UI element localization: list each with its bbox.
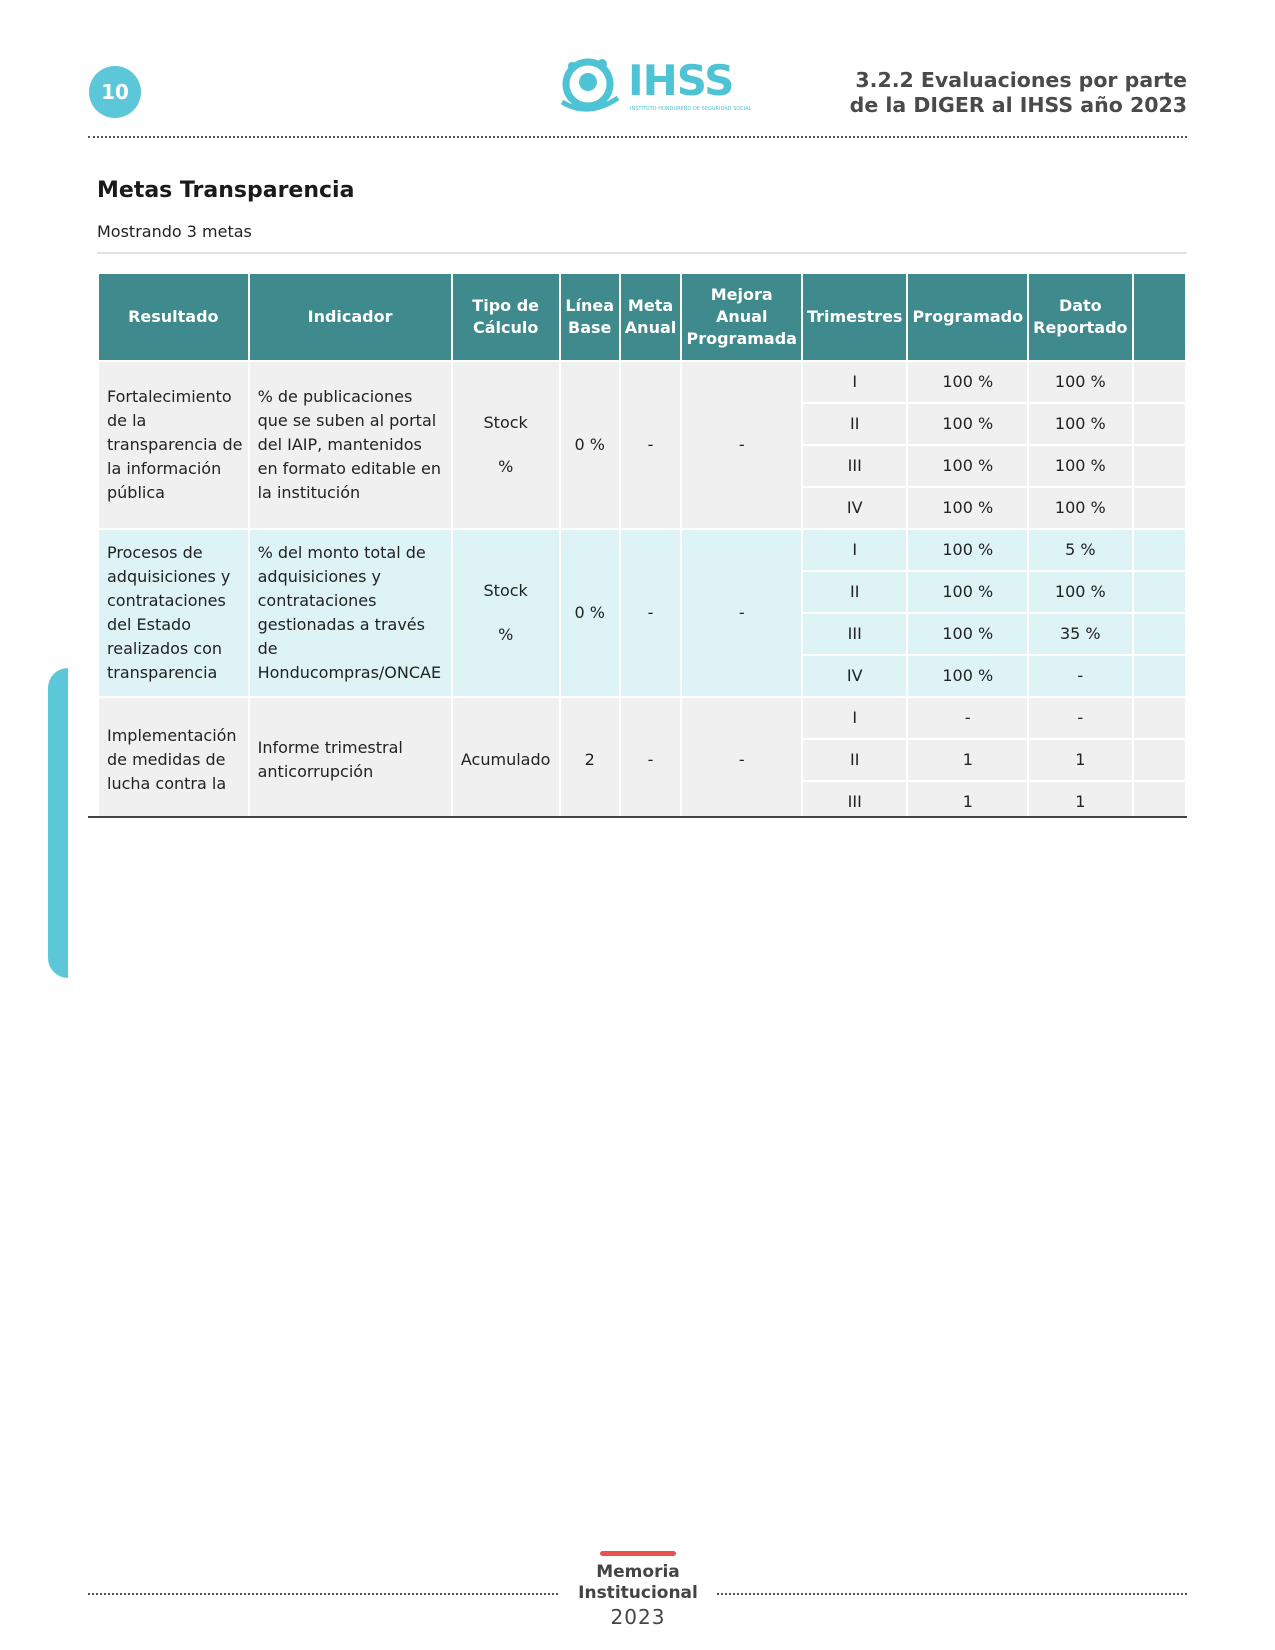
metas-table — [97, 272, 1187, 816]
table-title: Metas Transparencia — [97, 178, 355, 203]
cell-programado: 1 — [908, 782, 1027, 816]
cell-trimestre: I — [803, 530, 907, 570]
cell-dato-reportado: 5 % — [1029, 530, 1131, 570]
cell-programado: 100 % — [908, 614, 1027, 654]
cell-trimestre: IV — [803, 656, 907, 696]
cell-linea-base: 2 — [561, 698, 619, 816]
cell-trimestre: I — [803, 362, 907, 402]
page-number-badge: 10 — [89, 66, 141, 118]
cell-resultado: Fortalecimiento de la transparencia de la información pública — [99, 362, 248, 528]
cell-linea-base: 0 % — [561, 530, 619, 696]
tipo-line-2: % — [498, 625, 514, 644]
cell-overflow — [1134, 446, 1185, 486]
cell-dato-reportado: 100 % — [1029, 572, 1131, 612]
cell-dato-reportado: 100 % — [1029, 446, 1131, 486]
cell-tipo-calculo — [453, 530, 559, 696]
cell-programado: 100 % — [908, 446, 1027, 486]
tipo-line-1: Stock — [483, 413, 528, 432]
cell-meta-anual: - — [621, 698, 681, 816]
cell-trimestre: II — [803, 404, 907, 444]
cell-programado: 100 % — [908, 404, 1027, 444]
ihss-logo-icon — [558, 54, 626, 116]
col-header-overflow — [1134, 274, 1185, 360]
footer-line-2: Institucional — [578, 1583, 698, 1603]
cell-dato-reportado: 1 — [1029, 740, 1131, 780]
metas-table-viewport — [97, 272, 1187, 816]
cell-overflow — [1134, 614, 1185, 654]
tipo-line-1: Stock — [483, 581, 528, 600]
cell-programado: 1 — [908, 740, 1027, 780]
cell-tipo-calculo — [453, 362, 559, 528]
table-row — [99, 530, 1185, 570]
cell-meta-anual: - — [621, 362, 681, 528]
cell-dato-reportado: - — [1029, 698, 1131, 738]
cell-overflow — [1134, 740, 1185, 780]
cell-trimestre: III — [803, 446, 907, 486]
footer-divider-left — [88, 1593, 558, 1595]
side-accent-tab — [48, 668, 68, 978]
cell-dato-reportado: 100 % — [1029, 362, 1131, 402]
section-title-line-2: de la DIGER al IHSS año 2023 — [849, 93, 1187, 117]
cell-mejora-anual: - — [682, 530, 800, 696]
cell-trimestre: I — [803, 698, 907, 738]
cell-resultado: Implementación de medidas de lucha contra la — [99, 698, 248, 816]
cell-trimestre: IV — [803, 488, 907, 528]
col-header-indicador: Indicador — [250, 274, 451, 360]
table-cutoff-line — [88, 816, 1187, 818]
tipo-line-1: Acumulado — [460, 750, 551, 769]
cell-overflow — [1134, 572, 1185, 612]
cell-dato-reportado: - — [1029, 656, 1131, 696]
col-header-mejora-anual: Mejora Anual Programada — [682, 274, 800, 360]
cell-dato-reportado: 100 % — [1029, 404, 1131, 444]
cell-tipo-calculo — [453, 698, 559, 816]
cell-programado: - — [908, 698, 1027, 738]
cell-dato-reportado: 35 % — [1029, 614, 1131, 654]
subtitle-divider — [97, 252, 1187, 254]
section-title — [850, 68, 1187, 118]
cell-overflow — [1134, 530, 1185, 570]
col-header-dato-reportado: Dato Reportado — [1029, 274, 1131, 360]
cell-linea-base: 0 % — [561, 362, 619, 528]
cell-programado: 100 % — [908, 488, 1027, 528]
footer-year: 2023 — [610, 1605, 666, 1629]
table-row — [99, 362, 1185, 402]
header-divider — [88, 136, 1187, 138]
cell-trimestre: II — [803, 740, 907, 780]
footer-accent-bar — [600, 1551, 676, 1556]
footer-divider-right — [717, 1593, 1187, 1595]
footer-line-1: Memoria — [596, 1562, 680, 1582]
cell-indicador: Informe trimestral anticorrupción — [250, 698, 451, 816]
logo-tagline: INSTITUTO HONDUREÑO DE SEGURIDAD SOCIAL — [630, 106, 752, 112]
cell-dato-reportado: 100 % — [1029, 488, 1131, 528]
cell-indicador: % del monto total de adquisiciones y contrataciones gestionadas a través de Honducompras/ONCAE — [250, 530, 451, 696]
table-subtitle: Mostrando 3 metas — [97, 222, 252, 241]
section-title-line-1: 3.2.2 Evaluaciones por parte — [855, 68, 1187, 92]
col-header-meta-anual: Meta Anual — [621, 274, 681, 360]
cell-programado: 100 % — [908, 656, 1027, 696]
cell-indicador: % de publicaciones que se suben al portal del IAIP, mantenidos en formato editable en la institución — [250, 362, 451, 528]
col-header-resultado: Resultado — [99, 274, 248, 360]
cell-trimestre: III — [803, 782, 907, 816]
cell-overflow — [1134, 362, 1185, 402]
cell-resultado: Procesos de adquisiciones y contrataciones del Estado realizados con transparencia — [99, 530, 248, 696]
footer-label — [560, 1562, 716, 1630]
tipo-line-2: % — [498, 457, 514, 476]
col-header-linea-base: Línea Base — [561, 274, 619, 360]
cell-programado: 100 % — [908, 572, 1027, 612]
cell-mejora-anual: - — [682, 362, 800, 528]
cell-programado: 100 % — [908, 362, 1027, 402]
cell-dato-reportado: 1 — [1029, 782, 1131, 816]
col-header-programado: Programado — [908, 274, 1027, 360]
ihss-logo — [558, 52, 752, 118]
cell-overflow — [1134, 488, 1185, 528]
cell-trimestre: II — [803, 572, 907, 612]
logo-text: IHSS — [628, 56, 734, 105]
table-header-row — [99, 274, 1185, 360]
cell-overflow — [1134, 404, 1185, 444]
col-header-trimestres: Trimestres — [803, 274, 907, 360]
cell-trimestre: III — [803, 614, 907, 654]
table-row — [99, 698, 1185, 738]
cell-meta-anual: - — [621, 530, 681, 696]
cell-overflow — [1134, 782, 1185, 816]
col-header-tipo-calculo: Tipo de Cálculo — [453, 274, 559, 360]
cell-programado: 100 % — [908, 530, 1027, 570]
cell-overflow — [1134, 656, 1185, 696]
cell-mejora-anual: - — [682, 698, 800, 816]
cell-overflow — [1134, 698, 1185, 738]
